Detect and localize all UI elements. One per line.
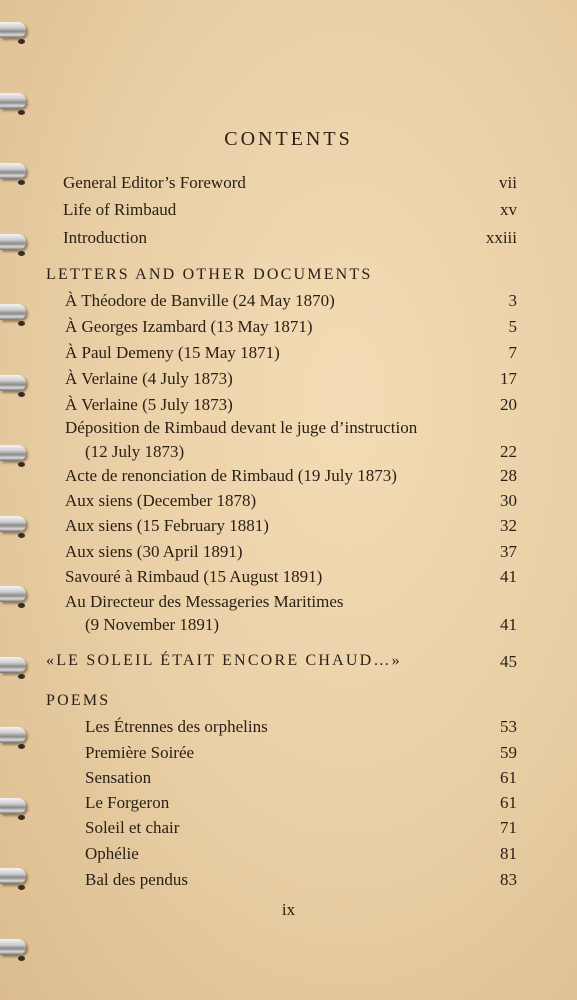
entry-page: 32 — [500, 516, 517, 535]
entry-title: Première Soirée — [85, 743, 195, 762]
entry-title-continued: (12 July 1873) — [85, 442, 185, 461]
entry-title: À Georges Izambard (13 May 1871) — [65, 317, 313, 336]
binding-hole — [18, 674, 25, 679]
binding-hole — [18, 533, 25, 538]
toc-entry — [65, 417, 517, 463]
entry-title: Aux siens (30 April 1891) — [65, 542, 243, 561]
entry-title: Soleil et chair — [85, 818, 180, 837]
spiral-coil — [0, 234, 26, 250]
entry-title: Sensation — [85, 768, 152, 787]
page-number: ix — [281, 900, 296, 919]
entry-page: vii — [499, 173, 517, 192]
entry-page: 59 — [500, 743, 517, 762]
binding-hole — [18, 956, 25, 961]
entry-title: Life of Rimbaud — [63, 200, 177, 219]
entry-title: Ophélie — [85, 844, 139, 863]
entry-page: 28 — [500, 466, 517, 485]
entry-title: Introduction — [63, 228, 148, 247]
entry-page: 61 — [500, 793, 517, 812]
spiral-coil — [0, 163, 26, 179]
entry-page: 20 — [500, 395, 517, 414]
entry-page: 45 — [500, 652, 517, 671]
spiral-coil — [0, 657, 26, 673]
entry-title: Aux siens (December 1878) — [65, 491, 257, 510]
binding-hole — [18, 39, 25, 44]
entry-page: 41 — [500, 567, 517, 586]
section-heading-letters: LETTERS AND OTHER DOCUMENTS — [46, 266, 373, 283]
entry-title: General Editor’s Foreword — [63, 173, 246, 192]
entry-title: Le Forgeron — [85, 793, 170, 812]
spiral-coil — [0, 22, 26, 38]
entry-page: 22 — [500, 442, 517, 461]
spiral-coil — [0, 304, 26, 320]
entry-page: 37 — [500, 542, 517, 561]
entry-title: Les Étrennes des orphelins — [85, 717, 268, 736]
entry-title: À Théodore de Banville (24 May 1870) — [65, 291, 335, 310]
spiral-coil — [0, 93, 26, 109]
entry-page: 61 — [500, 768, 517, 787]
spiral-coil — [0, 727, 26, 743]
binding-hole — [18, 110, 25, 115]
entry-title: À Verlaine (4 July 1873) — [65, 369, 233, 388]
spiral-coil — [0, 939, 26, 955]
toc-entry — [65, 591, 517, 637]
binding-hole — [18, 321, 25, 326]
entry-title: Savouré à Rimbaud (15 August 1891) — [65, 567, 323, 586]
entry-title: Aux siens (15 February 1881) — [65, 516, 269, 535]
binding-hole — [18, 462, 25, 467]
entry-title: Au Directeur des Messageries Maritimes — [65, 592, 344, 611]
section-title: «LE SOLEIL ÉTAIT ENCORE CHAUD…» — [46, 652, 402, 669]
entry-title: Acte de renonciation de Rimbaud (19 July 1873) — [65, 466, 397, 485]
binding-hole — [18, 815, 25, 820]
entry-page: 71 — [500, 818, 517, 837]
entry-page: xv — [500, 200, 517, 219]
entry-title: À Paul Demeny (15 May 1871) — [65, 343, 280, 362]
binding-hole — [18, 251, 25, 256]
entry-page: xxiii — [485, 228, 517, 247]
entry-page: 17 — [500, 369, 517, 388]
spiral-coil — [0, 516, 26, 532]
binding-hole — [18, 180, 25, 185]
binding-hole — [18, 885, 25, 890]
binding-hole — [18, 392, 25, 397]
spiral-coil — [0, 586, 26, 602]
spiral-coil — [0, 375, 26, 391]
entry-title: À Verlaine (5 July 1873) — [65, 395, 233, 414]
entry-page: 81 — [500, 844, 517, 863]
entry-title-continued: (9 November 1891) — [85, 615, 220, 634]
binding-hole — [18, 744, 25, 749]
entry-page: 83 — [500, 870, 517, 889]
entry-page: 53 — [500, 717, 517, 736]
section-heading-poems: POEMS — [46, 692, 111, 709]
entry-title: Déposition de Rimbaud devant le juge d’instruction — [65, 418, 418, 437]
entry-page: 7 — [508, 343, 517, 362]
binding-hole — [18, 603, 25, 608]
entry-page: 30 — [500, 491, 517, 510]
entry-page: 41 — [500, 615, 517, 634]
spiral-coil — [0, 798, 26, 814]
entry-page: 3 — [508, 291, 517, 310]
entry-title: Bal des pendus — [85, 870, 188, 889]
spiral-coil — [0, 445, 26, 461]
spiral-coil — [0, 868, 26, 884]
contents-title: CONTENTS — [224, 128, 353, 150]
entry-page: 5 — [508, 317, 517, 336]
